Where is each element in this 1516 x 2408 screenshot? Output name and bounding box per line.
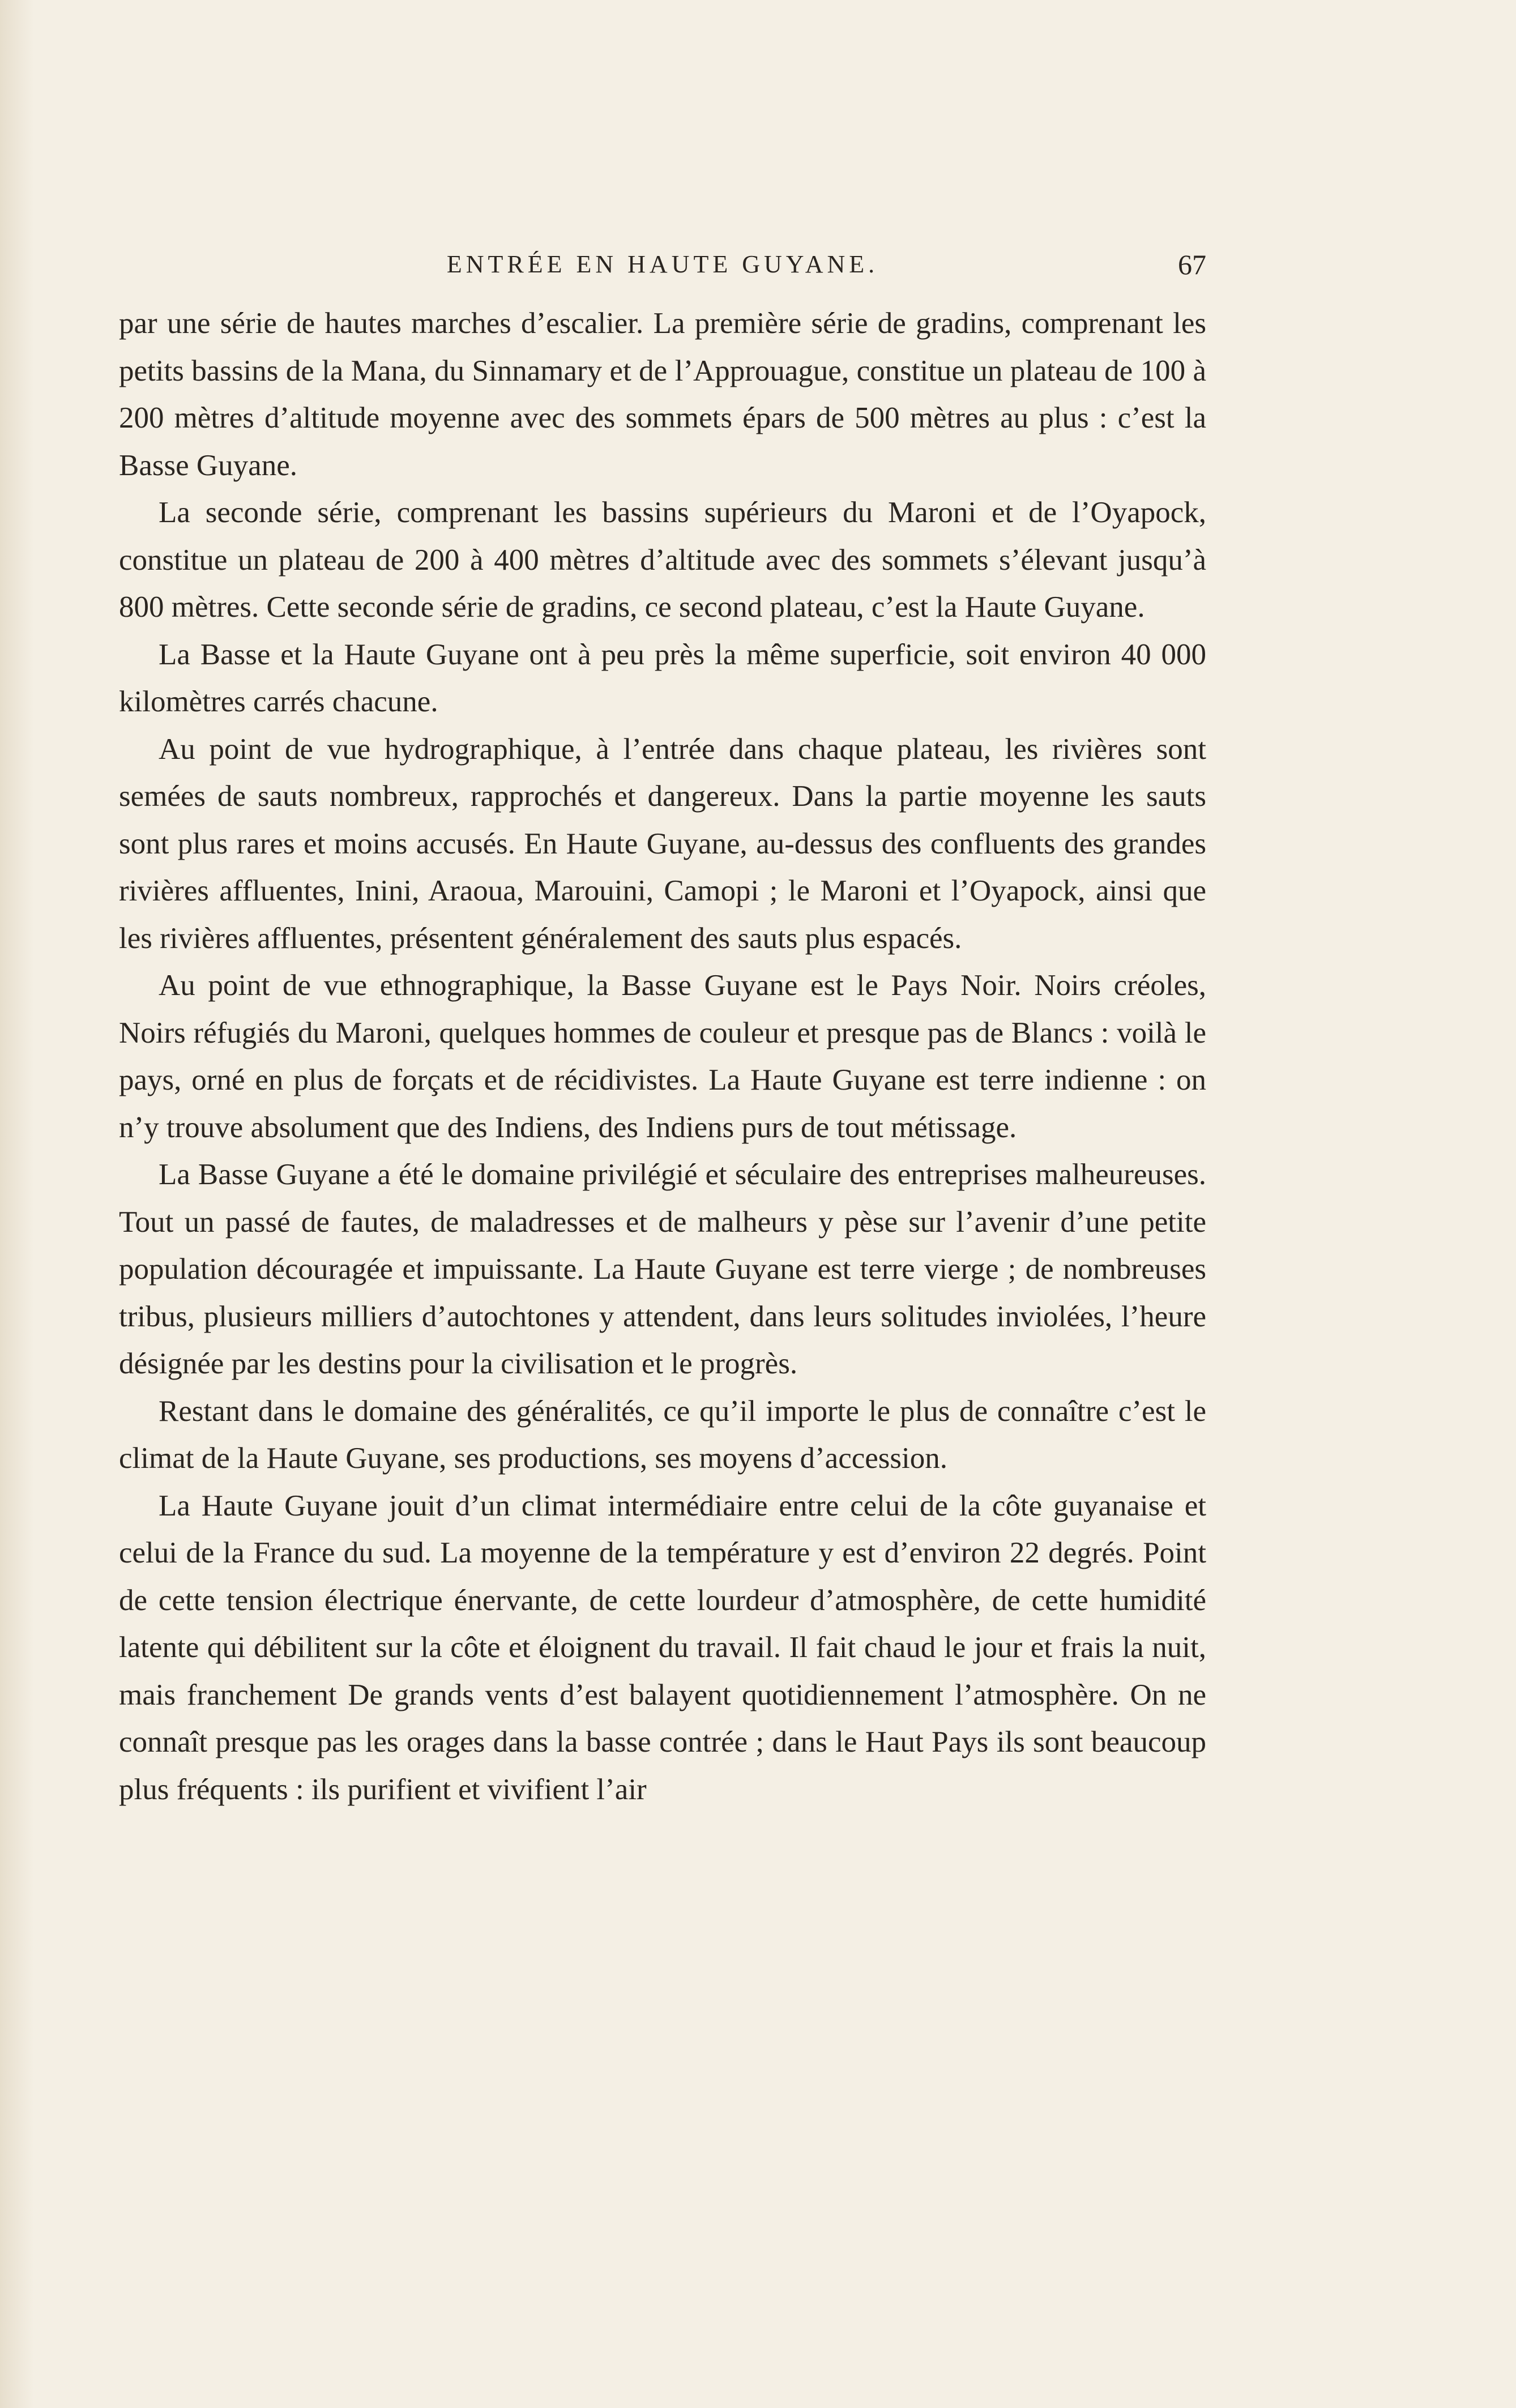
paragraph-5: Au point de vue ethnographique, la Basse Guyane est le Pays Noir. Noirs créoles, Noirs réfugiés du Maroni, quelques hommes de couleur et presque pas de Blancs : voilà le pays, orné en plus de forçats et de récidivistes. La Haute Guyane est terre indienne : on n’y trouve absolument que des Indiens, des Indiens purs de tout métissage. — [119, 969, 1206, 1144]
body-text — [119, 300, 1206, 1813]
paragraph-4: Au point de vue hydrographique, à l’entrée dans chaque plateau, les rivières sont semées de sauts nombreux, rapprochés et dangereux. Dans la partie moyenne les sauts sont plus rares et moins accusés. En Haute Guyane, au-dessus des confluents des grandes rivières affluentes, Inini, Araoua, Marouini, Camopi ; le Maroni et l’Oyapock, ainsi que les rivières affluentes, présentent généralement des sauts plus espacés. — [119, 732, 1206, 955]
page-number: 67 — [1178, 249, 1206, 280]
paragraph-1: par une série de hautes marches d’escalier. La première série de gradins, comprenant les petits bassins de la Mana, du Sinnamary et de l’Approuague, constitue un plateau de 100 à 200 mètres d’altitude moyenne avec des sommets épars de 500 mètres au plus : c’est la Basse Guyane. — [119, 307, 1206, 482]
paragraph-6: La Basse Guyane a été le domaine privilégié et séculaire des entreprises malheureuses. Tout un passé de fautes, de maladresses et de malheurs y pèse sur l’avenir d’une petite population découragée et impuissante. La Haute Guyane est terre vierge ; de nombreuses tribus, plusieurs milliers d’autochtones y attendent, dans leurs solitudes inviolées, l’heure désignée par les destins pour la civilisation et le progrès. — [119, 1158, 1206, 1380]
page-header — [119, 245, 1206, 284]
running-head: ENTRÉE EN HAUTE GUYANE. — [446, 250, 879, 278]
paragraph-7: Restant dans le domaine des généralités, ce qu’il importe le plus de connaître c’est le climat de la Haute Guyane, ses productions, ses moyens d’accession. — [119, 1394, 1206, 1475]
paragraph-3: La Basse et la Haute Guyane ont à peu près la même superficie, soit environ 40 000 kilomètres carrés chacune. — [119, 638, 1206, 718]
paragraph-8: La Haute Guyane jouit d’un climat intermédiaire entre celui de la côte guyanaise et celui de la France du sud. La moyenne de la température y est d’environ 22 degrés. Point de cette tension électrique énervante, de cette lourdeur d’atmosphère, de cette humidité latente qui débilitent sur la côte et éloignent du travail. Il fait chaud le jour et frais la nuit, mais franchement De grands vents d’est balayent quotidiennement l’atmosphère. On ne connaît presque pas les orages dans la basse contrée ; dans le Haut Pays ils sont beaucoup plus fréquents : ils purifient et vivifient l’air — [119, 1489, 1206, 1806]
paragraph-2: La seconde série, comprenant les bassins supérieurs du Maroni et de l’Oyapock, constitue un plateau de 200 à 400 mètres d’altitude avec des sommets s’élevant jusqu’à 800 mètres. Cette seconde série de gradins, ce second plateau, c’est la Haute Guyane. — [119, 496, 1206, 624]
